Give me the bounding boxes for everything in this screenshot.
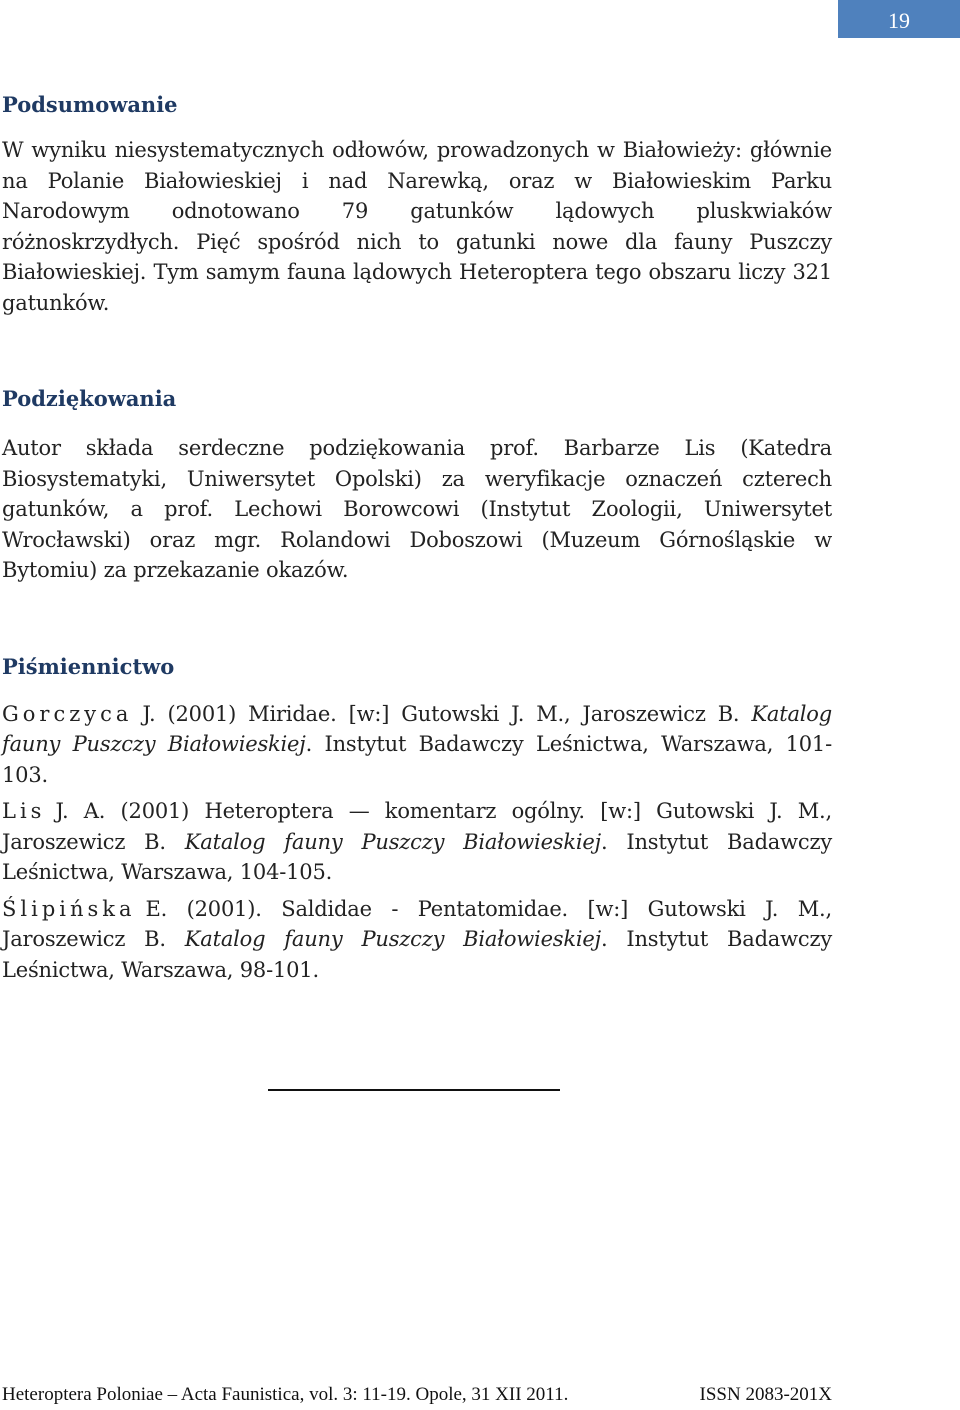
reference-initial: J. A. bbox=[55, 799, 106, 823]
reference-text: (2001) Miridae. [w:] Gutowski J. M., Jaroszewicz B. bbox=[167, 701, 740, 726]
page-footer bbox=[2, 1384, 832, 1406]
reference-item bbox=[2, 894, 832, 986]
footer-issn: ISSN 2083-201X bbox=[699, 1384, 832, 1405]
reference-initial: E. bbox=[145, 896, 168, 921]
footer-citation: Heteroptera Poloniae – Acta Faunistica, vol. 3: 11-19. Opole, 31 XII 2011. bbox=[2, 1384, 569, 1405]
end-divider bbox=[268, 1089, 560, 1091]
summary-heading: Podsumowanie bbox=[2, 92, 178, 117]
reference-list bbox=[2, 699, 832, 986]
reference-title: Katalog fauny Puszczy Białowieskiej bbox=[184, 927, 601, 951]
page-content bbox=[2, 80, 832, 985]
reference-title: Katalog fauny Puszczy Białowieskiej bbox=[184, 829, 601, 854]
reference-publisher: . Instytut Badawczy Leśnictwa, Warszawa, 104-105. bbox=[2, 829, 832, 884]
reference-title: Katalog fauny Puszczy Białowieskiej bbox=[2, 701, 832, 756]
reference-author: Gorczyca bbox=[2, 701, 133, 726]
reference-publisher: . Instytut Badawczy Leśnictwa, Warszawa, 98-101. bbox=[2, 927, 832, 982]
references-heading: Piśmiennictwo bbox=[2, 653, 175, 679]
acknowledgements-heading: Podziękowania bbox=[2, 386, 177, 411]
summary-paragraph: W wyniku niesystematycznych odłowów, prowadzonych w Białowieży: głównie na Polanie Białowieskiej i nad Narewką, oraz w Białowieskim Parku Narodowym odnotowano 79 gatunków lądowych pluskwiaków różnoskrzydłych. Pięć spośród nich to gatunki nowe dla fauny Puszczy Białowieskiej. Tym samym fauna lądowych Heteroptera tego obszaru liczy 321 gatunków. bbox=[2, 138, 832, 315]
page-number: 19 bbox=[838, 0, 960, 38]
reference-item bbox=[2, 699, 832, 791]
reference-text: (2001). Saldidae - Pentatomidae. [w:] Gutowski J. M., Jaroszewicz B. bbox=[2, 896, 832, 951]
reference-item bbox=[2, 796, 832, 888]
reference-author: Lis bbox=[2, 799, 46, 823]
reference-text: (2001) Heteroptera — komentarz ogólny. [w:] Gutowski J. M., Jaroszewicz B. bbox=[2, 799, 832, 854]
reference-initial: J. bbox=[142, 701, 156, 726]
reference-author: Ślipińska bbox=[2, 896, 136, 921]
acknowledgements-paragraph: Autor składa serdeczne podziękowania prof. Barbarze Lis (Katedra Biosystematyki, Uniwersytet Opolski) za weryfikacje oznaczeń czterech gatunków, a prof. Lechowi Borowcowi (Instytut Zoologii, Uniwersytet Wrocławski) oraz mgr. Rolandowi Doboszowi (Muzeum Górnośląskie w Bytomiu) za przekazanie okazów. bbox=[2, 436, 832, 582]
reference-publisher: . Instytut Badawczy Leśnictwa, Warszawa, 101-103. bbox=[2, 732, 832, 787]
